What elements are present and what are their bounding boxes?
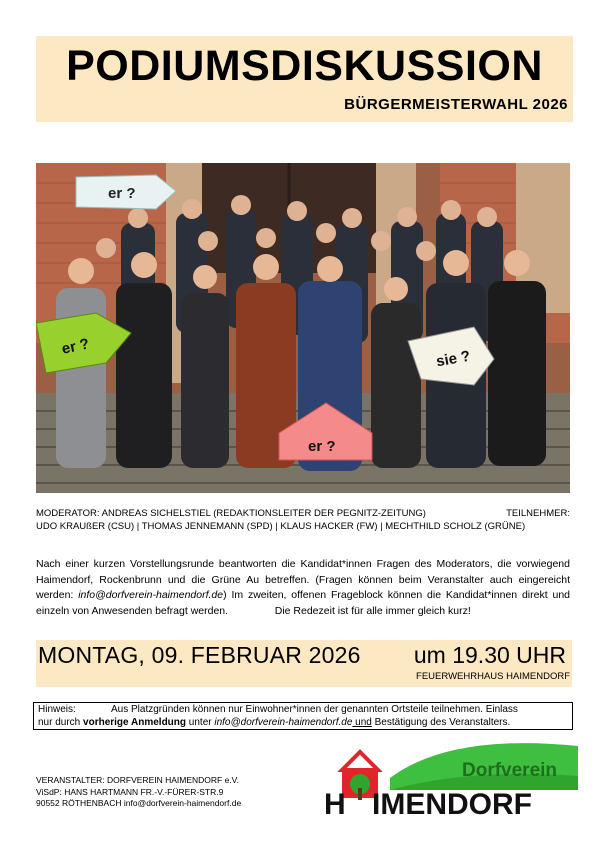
group-photo	[36, 163, 570, 493]
footer-line-3: 90552 RÖTHENBACH info@dorfverein-haimendorf.de	[36, 798, 242, 808]
dorfverein-logo	[320, 738, 578, 820]
notice-text-2c: unter	[186, 717, 215, 728]
page-title: PODIUMSDISKUSSION	[66, 42, 543, 90]
footer-imprint	[36, 775, 241, 810]
logo-bottom-text: IMENDORF	[372, 788, 532, 820]
sign-4-text: er ?	[308, 438, 336, 455]
sign-1-text: er ?	[108, 185, 136, 202]
notice-line-2	[38, 716, 568, 729]
description-email-link[interactable]: info@dorfverein-haimendorf.de	[78, 589, 224, 601]
candidates-line: UDO KRAUßER (CSU) | THOMAS JENNEMANN (SPD) | KLAUS HACKER (FW) | MECHTHILD SCHOLZ (GRÜNE)	[36, 521, 526, 532]
event-venue: FEUERWEHRHAUS HAIMENDORF	[416, 671, 570, 682]
moderator-text: MODERATOR: ANDREAS SICHELSTIEL (REDAKTIONSLEITER DER PEGNITZ-ZEITUNG)	[36, 508, 426, 519]
footer-line-2: ViSdP: HANS HARTMANN FR.-V.-FÜRER-STR.9	[36, 786, 224, 797]
sign-3-text: sie ?	[434, 347, 472, 371]
description-part-2: ) Im zweiten, offenen Frageblock können die Kandidat*innen direkt und einzeln von Anwesenden befragt werden.	[36, 589, 570, 617]
description-part-3: Die Redezeit ist für alle immer gleich kurz!	[274, 604, 471, 617]
moderator-line	[36, 507, 570, 520]
notice-text-2a: nur durch	[38, 717, 84, 728]
logo-top-text: Dorfverein	[462, 760, 558, 781]
notice-and: und	[352, 717, 372, 728]
event-time: um 19.30 UHR	[413, 642, 566, 668]
notice-text-2e: Bestätigung des Veranstalters.	[371, 717, 511, 728]
notice-text-1: Aus Platzgründen können nur Einwohner*innen der genannten Ortsteile teilnehmen. Einlass	[111, 704, 518, 715]
footer-line-1: VERANSTALTER: DORFVEREIN HAIMENDORF e.V.	[36, 775, 239, 785]
logo-letter-h: H	[324, 788, 346, 820]
notice-label: Hinweis:	[38, 704, 76, 715]
notice-registration: vorherige Anmeldung	[83, 717, 187, 728]
page-subtitle: BÜRGERMEISTERWAHL 2026	[344, 96, 568, 113]
participants-label: TEILNEHMER:	[506, 508, 570, 519]
event-description	[36, 557, 570, 619]
event-date: MONTAG, 09. FEBRUAR 2026	[38, 642, 361, 668]
description-part-1: Nach einer kurzen Vorstellungsrunde beantworten die Kandidat*innen Fragen des Moderators, die vorwiegend Haimendorf, Rockenbrunn und die Grüne Au betreffen. (Fragen können beim Veranstalter auch eingereicht werden:	[36, 558, 570, 601]
sign-2-text: er ?	[60, 335, 91, 358]
notice-email-link[interactable]: info@dorfverein-haimendorf.de	[214, 717, 353, 728]
